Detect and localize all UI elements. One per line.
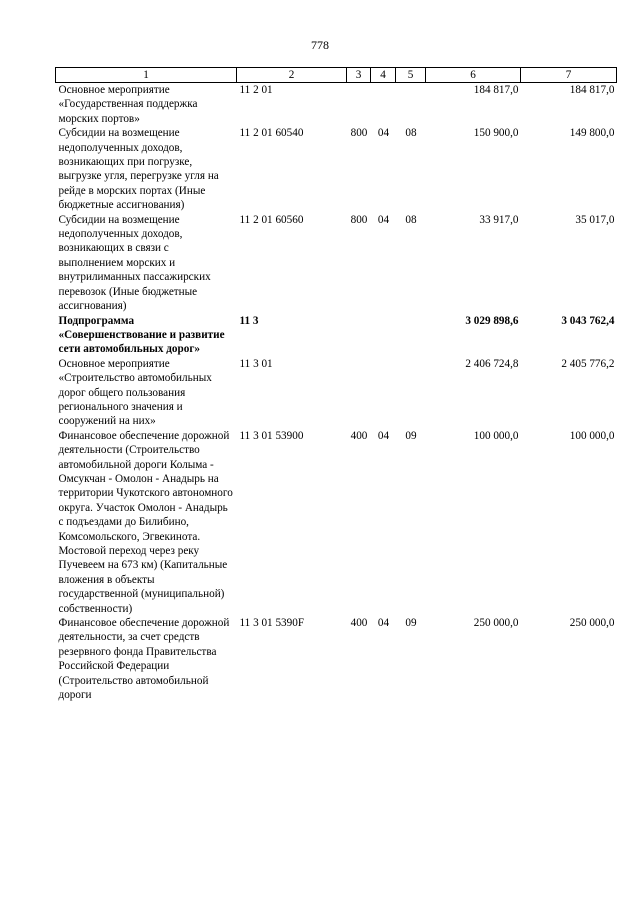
row-code: 11 2 01 60560 — [239, 213, 304, 226]
row-subsection: 09 — [405, 429, 417, 442]
table-row — [56, 429, 617, 616]
row-amount-2: 100 000,0 — [569, 429, 615, 442]
row-code: 11 2 01 60540 — [239, 127, 304, 140]
row-section — [371, 83, 396, 127]
row-expense-type — [347, 314, 371, 357]
row-amount-2: 35 017,0 — [575, 213, 615, 226]
table-header — [56, 68, 617, 83]
row-section: 04 — [377, 213, 390, 226]
table-row — [56, 213, 617, 314]
row-section — [371, 357, 396, 429]
row-amount-1: 100 000,0 — [473, 429, 519, 442]
row-subsection: 08 — [405, 213, 417, 226]
table-row — [56, 357, 617, 429]
column-header-4: 4 — [371, 68, 396, 83]
row-name: Финансовое обеспечение дорожной деятельности, за счет средств резервного фонда Правительства Российской Федерации (Строительство автомобильной дороги — [58, 617, 230, 702]
row-amount-1: 150 900,0 — [473, 127, 519, 140]
page-number: 778 — [311, 38, 329, 52]
row-code: 11 3 01 — [239, 357, 273, 370]
column-header-2: 2 — [237, 68, 347, 83]
row-code: 11 3 01 5390F — [239, 617, 305, 630]
row-amount-2: 2 405 776,2 — [561, 357, 615, 370]
row-section: 04 — [377, 127, 390, 140]
table-row — [56, 126, 617, 212]
row-amount-1: 3 029 898,6 — [465, 314, 519, 327]
row-expense-type — [347, 357, 371, 429]
row-subsection — [396, 314, 426, 357]
row-section: 04 — [377, 429, 390, 442]
row-name: Основное мероприятие «Строительство автомобильных дорог общего пользования регионального значения и сооружений на них» — [58, 357, 212, 428]
row-name: Субсидии на возмещение недополученных доходов, возникающих в связи с выполнением морских и внутрилиманных пассажирских перевозок (Иные бюджетные ассигнования) — [58, 213, 211, 313]
column-header-1: 1 — [56, 68, 237, 83]
row-code: 11 2 01 — [239, 84, 273, 96]
row-amount-1: 2 406 724,8 — [465, 357, 519, 370]
table-row — [56, 83, 617, 127]
column-header-3: 3 — [347, 68, 371, 83]
row-code: 11 3 — [239, 314, 259, 327]
row-subsection — [396, 357, 426, 429]
row-expense-type — [347, 83, 371, 127]
row-subsection: 09 — [405, 617, 417, 630]
column-header-6: 6 — [426, 68, 521, 83]
row-section: 04 — [377, 617, 390, 630]
row-amount-2: 250 000,0 — [569, 617, 615, 630]
row-code: 11 3 01 53900 — [239, 429, 304, 442]
table-row — [56, 314, 617, 357]
row-expense-type: 800 — [350, 213, 368, 226]
column-header-5: 5 — [396, 68, 426, 83]
row-amount-1: 33 917,0 — [479, 213, 519, 226]
row-expense-type: 800 — [350, 127, 368, 140]
row-amount-1: 184 817,0 — [473, 84, 519, 96]
table-row — [56, 616, 617, 702]
row-amount-2: 3 043 762,4 — [561, 314, 615, 327]
row-name: Подпрограмма «Совершенствование и развитие сети автомобильных дорог» — [58, 314, 225, 356]
row-subsection — [396, 83, 426, 127]
budget-table — [55, 67, 617, 702]
row-expense-type: 400 — [350, 617, 368, 630]
row-subsection: 08 — [405, 127, 417, 140]
row-amount-2: 149 800,0 — [569, 127, 615, 140]
row-name: Основное мероприятие «Государственная поддержка морских портов» — [58, 84, 198, 125]
column-header-7: 7 — [521, 68, 617, 83]
table-body — [56, 83, 617, 703]
row-expense-type: 400 — [350, 429, 368, 442]
row-amount-1: 250 000,0 — [473, 617, 519, 630]
row-name: Финансовое обеспечение дорожной деятельности (Строительство автомобильной дороги Колыма - Омсукчан - Омолон - Анадырь на территории Чукотского автономного округа. Участок Омолон - Анадырь с подъездами до Билибино, Комсомольского, Эгвекинота. Мостовой переход через реку Пучевеем на 673 км) (Капитальные вложения в объекты государственной (муниципальной) собственности) — [58, 429, 233, 615]
row-amount-2: 184 817,0 — [569, 84, 615, 96]
row-name: Субсидии на возмещение недополученных доходов, возникающих при погрузке, выгрузке угля, перегрузке угля на рейде в морских портах (Иные бюджетные ассигнования) — [58, 127, 219, 212]
row-section — [371, 314, 396, 357]
